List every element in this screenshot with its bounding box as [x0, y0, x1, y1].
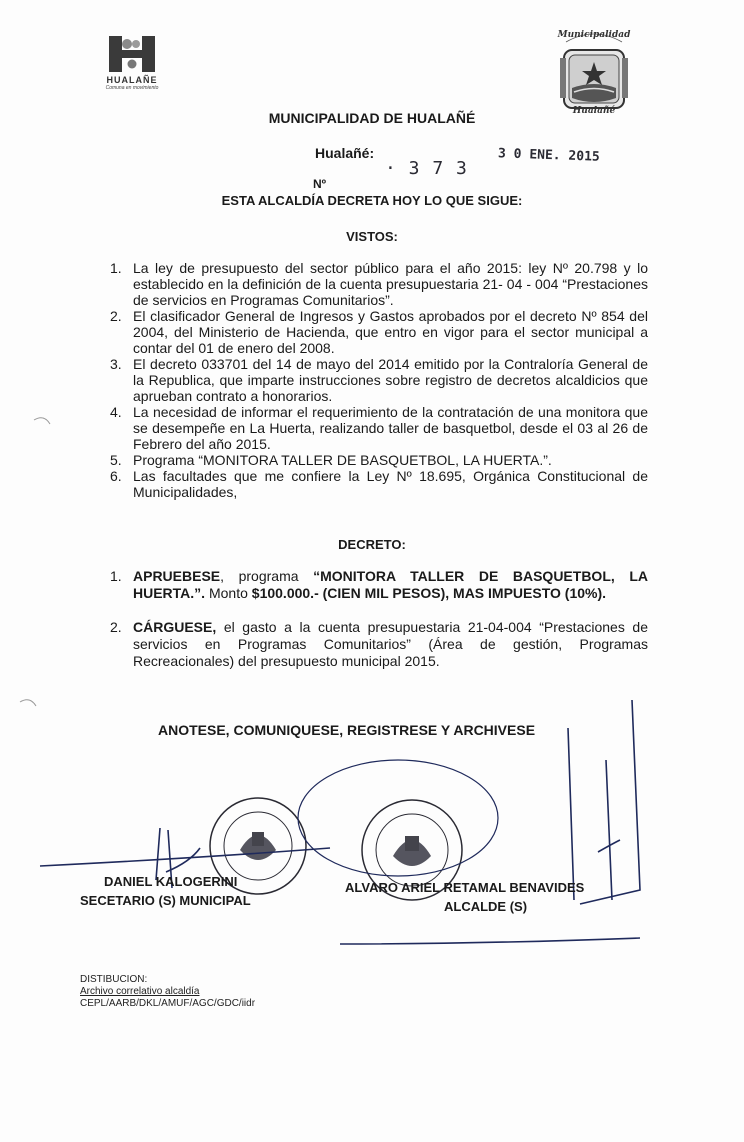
logo-left-name: HUALAÑE	[106, 75, 158, 85]
logo-right-top-text: Municipalidad	[557, 30, 631, 40]
secretary-name: DANIEL KALOGERINI	[104, 874, 238, 889]
amount: $100.000.- (CIEN MIL PESOS), MAS IMPUESTO (10%).	[251, 585, 607, 601]
date-stamp: 3 0 ENE. 2015	[497, 146, 600, 165]
item-number: 1.	[110, 568, 122, 584]
secretary-role: SECETARIO (S) MUNICIPAL	[80, 893, 251, 908]
item-text: Las facultades que me confiere la Ley Nº 18.695, Orgánica Constitucional de Municipalidades,	[133, 468, 648, 500]
vistos-title: VISTOS:	[346, 229, 398, 244]
item-number: 6.	[110, 468, 122, 484]
item-number: 5.	[110, 452, 122, 468]
item-text: el gasto a la cuenta presupuestaria 21-04-004 “Prestaciones de servicios en Programas Comunitarios” (Área de gestión, Programas Recreacionales) del presupuesto municipal 2015.	[133, 619, 648, 669]
item-number: 2.	[110, 308, 122, 324]
logo-right-bottom-text: Hualañé	[572, 106, 616, 116]
item-text: La necesidad de informar el requerimiento de la contratación de una monitora que se desempeñe en La Huerta, realizando taller de basquetbol, desde el 03 al 26 de Febrero del año 2015.	[133, 404, 648, 452]
decree-intro: ESTA ALCALDÍA DECRETA HOY LO QUE SIGUE:	[221, 193, 523, 208]
item-text: , programa	[220, 568, 314, 584]
punch-mark-icon	[34, 418, 50, 424]
item-text: Programa “MONITORA TALLER DE BASQUETBOL, LA HUERTA.”.	[133, 452, 552, 468]
place-label: Hualañé:	[315, 145, 375, 161]
logo-left-tagline: Comuna en movimiento	[105, 85, 159, 91]
punch-mark-icon	[20, 700, 36, 706]
program-name: “MONITORA TALLER DE BASQUETBOL, LA HUERTA.”.	[133, 568, 648, 601]
decreto-title: DECRETO:	[338, 537, 406, 552]
item-text: La ley de presupuesto del sector público para el año 2015: ley Nº 20.798 y lo establecido en la definición de la cuenta presupuestaria 21- 04 - 004 “Prestaciones de servicios en Programas Comunitarios”.	[133, 260, 648, 308]
item-text: El decreto 033701 del 14 de mayo del 2014 emitido por la Contraloría General de la Republica, que imparte instrucciones sobre registro de decretos alcaldicios que aprueban contrato a honorarios.	[133, 356, 648, 404]
item-number: 2.	[110, 619, 122, 635]
closing-formula: ANOTESE, COMUNIQUESE, REGISTRESE Y ARCHIVESE	[158, 722, 536, 738]
mayor-name: ALVARO ARIEL RETAMAL BENAVIDES	[345, 880, 585, 895]
item-number: 3.	[110, 356, 122, 372]
item-verb: CÁRGUESE,	[133, 619, 217, 635]
document-title: MUNICIPALIDAD DE HUALAÑÉ	[268, 110, 476, 126]
distribution-line-1: Archivo correlativo alcaldía	[80, 986, 200, 997]
mayor-role: ALCALDE (S)	[444, 899, 528, 914]
item-number: 4.	[110, 404, 122, 420]
decree-number: · 3 7 3	[385, 158, 468, 179]
item-verb: APRUEBESE	[133, 568, 221, 584]
number-label: Nº	[313, 177, 327, 191]
distribution-label: DISTIBUCION:	[80, 974, 148, 985]
item-text: El clasificador General de Ingresos y Gastos aprobados por el decreto Nº 854 del 2004, del Ministerio de Hacienda, que entro en vigor para el sector municipal a contar del 01 de enero del 2008.	[133, 308, 648, 356]
item-number: 1.	[110, 260, 122, 276]
item-text: Monto	[205, 585, 252, 601]
distribution-line-2: CEPL/AARB/DKL/AMUF/AGC/GDC/iidr	[80, 998, 256, 1009]
